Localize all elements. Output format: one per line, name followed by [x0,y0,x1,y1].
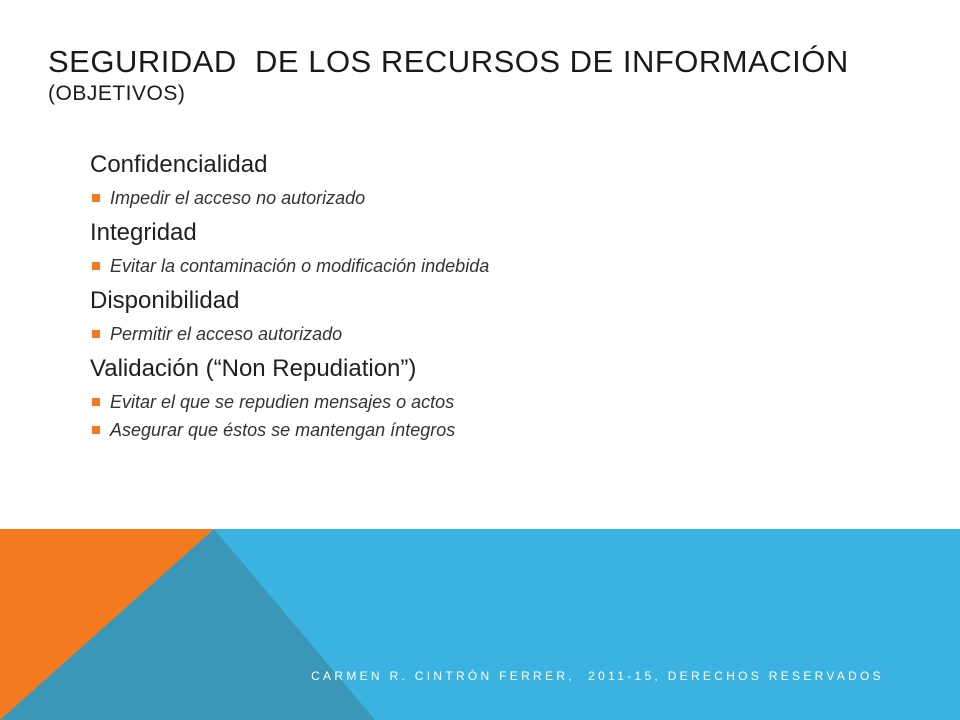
objective-heading: Confidencialidad [90,151,268,178]
bullet-text: Impedir el acceso no autorizado [110,187,366,208]
slide-content [90,148,910,448]
slide-title-block [48,44,928,106]
bullet-list [90,388,910,444]
slide-title: SEGURIDAD DE LOS RECURSOS DE INFORMACIÓN [48,44,849,79]
objective-item [90,148,910,212]
square-bullet-icon [92,194,100,202]
footer-copyright: CARMEN R. CINTRÓN FERRER, 2011-15, DERECHOS RESERVADOS [311,669,884,683]
bullet-item [90,184,910,212]
objective-heading: Integridad [90,219,197,246]
bullet-text: Asegurar que éstos se mantengan íntegros [110,419,456,440]
bullet-list [90,184,910,212]
square-bullet-icon [92,330,100,338]
bullet-item [90,416,910,444]
bullet-item [90,388,910,416]
objective-item [90,352,910,444]
objective-heading: Validación (“Non Repudiation”) [90,355,417,382]
bullet-text: Evitar el que se repudien mensajes o actos [110,391,455,412]
bullet-list [90,320,910,348]
square-bullet-icon [92,398,100,406]
bullet-text: Permitir el acceso autorizado [110,323,343,344]
bullet-list [90,252,910,280]
square-bullet-icon [92,426,100,434]
footer-decorative-band [0,529,960,720]
objective-heading: Disponibilidad [90,287,240,314]
square-bullet-icon [92,262,100,270]
objective-item [90,216,910,280]
slide-subtitle: (OBJETIVOS) [48,81,186,105]
bullet-text: Evitar la contaminación o modificación indebida [110,255,490,276]
objective-item [90,284,910,348]
bullet-item [90,320,910,348]
bullet-item [90,252,910,280]
